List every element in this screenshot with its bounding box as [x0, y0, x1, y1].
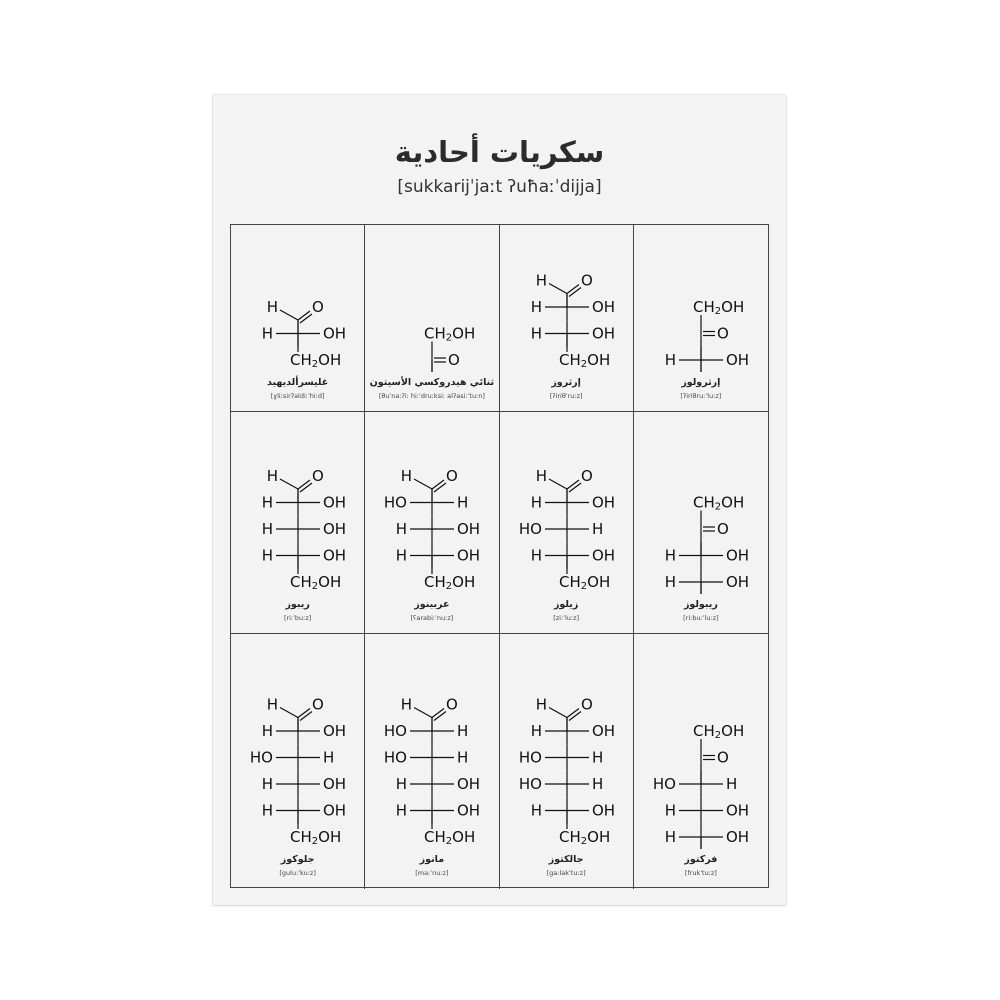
sugar-name: جلوكوز	[280, 854, 315, 865]
sugar-ipa: [frukˈtuːz]	[684, 869, 717, 877]
sugar-name: إرثروز	[551, 377, 581, 388]
fischer-projection	[365, 412, 500, 594]
right-hydrogen: H	[591, 748, 603, 767]
fischer-projection	[500, 412, 635, 594]
left-hydrogen: H	[664, 801, 676, 820]
sugar-card	[231, 634, 365, 889]
aldehyde-double-bond-2	[434, 483, 446, 492]
sugar-ipa: [gulu:ˈku:z]	[279, 869, 316, 877]
aldehyde-double-bond-2	[300, 712, 312, 721]
bottom-ch2oh-group: $CH_2OH$	[424, 573, 476, 592]
left-hydrogen: H	[261, 520, 273, 538]
sugar-card	[634, 412, 768, 634]
top-ch2oh-group: $CH_2OH$	[692, 493, 744, 512]
top-ch2oh-group: $CH_2OH$	[424, 324, 476, 343]
sugar-ipa: [maːˈnuːz]	[415, 869, 449, 877]
left-hydrogen: H	[530, 493, 542, 512]
aldehyde-oxygen: O	[580, 467, 593, 485]
left-hydrogen: H	[530, 546, 542, 565]
aldehyde-bond	[414, 708, 432, 718]
fischer-projection	[634, 225, 769, 372]
left-hydrogen: H	[664, 828, 676, 846]
right-hydroxyl: OH	[725, 801, 749, 820]
right-hydroxyl: OH	[323, 722, 347, 740]
left-hydrogen: H	[261, 722, 273, 740]
aldehyde-double-bond-2	[300, 314, 312, 323]
right-hydroxyl: OH	[457, 775, 481, 793]
aldehyde-bond	[414, 479, 432, 489]
left-hydroxyl: HO	[384, 722, 408, 740]
sugar-ipa: [ziːˈluːz]	[553, 614, 580, 622]
structure-grid	[230, 224, 769, 888]
sugar-card	[365, 634, 499, 889]
sugar-ipa: [riːbuːˈluːz]	[683, 614, 719, 622]
aldehyde-oxygen: O	[446, 467, 459, 485]
right-hydroxyl: OH	[591, 801, 615, 820]
right-hydroxyl: OH	[591, 298, 615, 316]
left-hydroxyl: HO	[652, 775, 676, 793]
aldehyde-hydrogen: H	[535, 467, 547, 485]
aldehyde-hydrogen: H	[535, 695, 547, 714]
sugar-card	[231, 412, 365, 634]
sugar-card	[500, 634, 634, 889]
right-hydroxyl: OH	[725, 546, 749, 565]
aldehyde-oxygen: O	[446, 695, 459, 714]
right-hydroxyl: OH	[457, 520, 481, 538]
right-hydrogen: H	[457, 493, 469, 512]
sugar-name: جالكتوز	[548, 854, 584, 865]
aldehyde-oxygen: O	[312, 695, 324, 714]
aldehyde-oxygen: O	[312, 298, 324, 316]
bottom-ch2oh-group: $CH_2OH$	[558, 573, 610, 592]
poster-ipa: [sukkarijˈjaːt ʔuħaːˈdijja]	[397, 177, 602, 197]
left-hydrogen: H	[395, 775, 408, 793]
fischer-projection	[634, 634, 769, 849]
sugar-name: إرثرولوز	[681, 377, 721, 388]
sugar-card	[365, 225, 499, 412]
aldehyde-oxygen: O	[312, 467, 324, 485]
left-hydrogen: H	[664, 351, 676, 369]
aldehyde-double-bond-2	[300, 483, 312, 492]
sugar-name: زيلوز	[553, 599, 579, 610]
aldehyde-bond	[549, 479, 567, 489]
sugar-card	[634, 634, 768, 889]
aldehyde-hydrogen: H	[400, 467, 413, 485]
top-ch2oh-group: $CH_2OH$	[692, 298, 744, 317]
sugar-ipa: [ɣliːsirʔaldiːˈhiːd]	[270, 392, 325, 400]
sugar-ipa: [θuˈnaːʔiː hiːˈdruːksiː alʔasiːˈtuːn]	[378, 392, 485, 400]
sugar-name: غليسرألديهيد	[266, 377, 329, 388]
top-ch2oh-group: $CH_2OH$	[692, 722, 744, 741]
left-hydrogen: H	[395, 546, 408, 565]
aldehyde-double-bond-2	[569, 483, 581, 492]
sugar-name: ريبولوز	[683, 599, 718, 610]
sugar-card	[231, 225, 365, 412]
right-hydroxyl: OH	[323, 324, 347, 343]
right-hydroxyl: OH	[323, 493, 347, 512]
aldehyde-bond	[549, 284, 567, 294]
aldehyde-hydrogen: H	[400, 695, 413, 714]
right-hydrogen: H	[725, 775, 738, 793]
sugar-card	[500, 225, 634, 412]
fischer-projection	[365, 634, 500, 849]
left-hydrogen: H	[664, 573, 676, 591]
aldehyde-hydrogen: H	[266, 298, 278, 316]
left-hydrogen: H	[530, 324, 542, 343]
sugar-ipa: [ʔiriθˈruːz]	[549, 392, 583, 400]
left-hydrogen: H	[395, 520, 408, 538]
bottom-ch2oh-group: $CH_2OH$	[290, 828, 342, 847]
aldehyde-bond	[280, 479, 298, 489]
right-hydroxyl: OH	[323, 801, 347, 820]
carbonyl-oxygen: O	[448, 351, 461, 369]
bottom-ch2oh-group: $CH_2OH$	[558, 351, 610, 370]
sugar-name: فركتوز	[684, 854, 718, 865]
left-hydroxyl: HO	[249, 748, 273, 767]
sugar-name: ريبوز	[285, 599, 310, 610]
left-hydrogen: H	[664, 546, 676, 565]
aldehyde-hydrogen: H	[266, 695, 278, 714]
aldehyde-bond	[280, 310, 298, 320]
left-hydrogen: H	[261, 493, 273, 512]
right-hydroxyl: OH	[725, 573, 749, 591]
sugar-card	[500, 412, 634, 634]
aldehyde-oxygen: O	[580, 271, 593, 290]
fischer-projection	[500, 225, 635, 372]
left-hydroxyl: HO	[384, 493, 408, 512]
sugar-ipa: [ʔiriθruːˈluːz]	[680, 392, 722, 400]
right-hydroxyl: OH	[457, 546, 481, 565]
bottom-ch2oh-group: $CH_2OH$	[290, 573, 342, 592]
sugar-name: عربينوز	[414, 599, 450, 610]
right-hydrogen: H	[591, 775, 603, 793]
bottom-ch2oh-group: $CH_2OH$	[424, 828, 476, 847]
aldehyde-bond	[280, 708, 298, 718]
right-hydroxyl: OH	[591, 546, 615, 565]
fischer-projection	[231, 225, 366, 372]
left-hydrogen: H	[261, 775, 273, 793]
aldehyde-bond	[549, 708, 567, 718]
aldehyde-double-bond	[298, 480, 310, 489]
right-hydrogen: H	[457, 748, 469, 767]
aldehyde-double-bond	[432, 480, 444, 489]
left-hydrogen: H	[261, 546, 273, 565]
right-hydroxyl: OH	[725, 828, 749, 846]
fischer-projection	[365, 225, 500, 372]
carbonyl-oxygen: O	[716, 324, 729, 343]
right-hydrogen: H	[591, 520, 603, 538]
left-hydrogen: H	[395, 801, 408, 820]
aldehyde-double-bond-2	[569, 712, 581, 721]
left-hydrogen: H	[530, 722, 542, 740]
aldehyde-hydrogen: H	[266, 467, 278, 485]
aldehyde-double-bond-2	[569, 288, 581, 297]
right-hydrogen: H	[323, 748, 335, 767]
right-hydroxyl: OH	[323, 520, 347, 538]
bottom-ch2oh-group: $CH_2OH$	[290, 351, 342, 370]
aldehyde-double-bond	[567, 285, 579, 294]
sugar-ipa: [ʕarabiːˈnuːz]	[410, 614, 454, 622]
right-hydroxyl: OH	[591, 722, 615, 740]
aldehyde-double-bond	[567, 709, 579, 718]
sugar-ipa: [riːˈbuːz]	[283, 614, 312, 622]
sugar-name: مانوز	[419, 854, 445, 865]
left-hydroxyl: HO	[518, 775, 542, 793]
aldehyde-double-bond	[298, 709, 310, 718]
sugar-ipa: [gaːlakˈtuːz]	[546, 869, 586, 877]
left-hydrogen: H	[530, 801, 542, 820]
sugar-card	[634, 225, 768, 412]
right-hydroxyl: OH	[591, 493, 615, 512]
left-hydrogen: H	[530, 298, 542, 316]
right-hydroxyl: OH	[591, 324, 615, 343]
fischer-projection	[634, 412, 769, 594]
bottom-ch2oh-group: $CH_2OH$	[558, 828, 610, 847]
poster	[213, 95, 786, 905]
sugar-name: ثنائي هيدروكسي الأسيتون	[369, 377, 495, 388]
left-hydroxyl: HO	[384, 748, 408, 767]
fischer-projection	[231, 412, 366, 594]
sugar-card	[365, 412, 499, 634]
poster-title: سكريات أحادية	[394, 135, 605, 169]
right-hydroxyl: OH	[323, 546, 347, 565]
left-hydrogen: H	[261, 801, 273, 820]
left-hydroxyl: HO	[518, 748, 542, 767]
left-hydrogen: H	[261, 324, 273, 343]
aldehyde-double-bond	[567, 480, 579, 489]
fischer-projection	[500, 634, 635, 849]
right-hydrogen: H	[457, 722, 469, 740]
right-hydroxyl: OH	[725, 351, 749, 369]
right-hydroxyl: OH	[457, 801, 481, 820]
carbonyl-oxygen: O	[716, 520, 729, 538]
aldehyde-double-bond	[298, 311, 310, 320]
left-hydroxyl: HO	[518, 520, 542, 538]
aldehyde-oxygen: O	[580, 695, 593, 714]
carbonyl-oxygen: O	[716, 748, 729, 767]
aldehyde-double-bond	[432, 709, 444, 718]
fischer-projection	[231, 634, 366, 849]
aldehyde-hydrogen: H	[535, 271, 547, 290]
right-hydroxyl: OH	[323, 775, 347, 793]
aldehyde-double-bond-2	[434, 712, 446, 721]
